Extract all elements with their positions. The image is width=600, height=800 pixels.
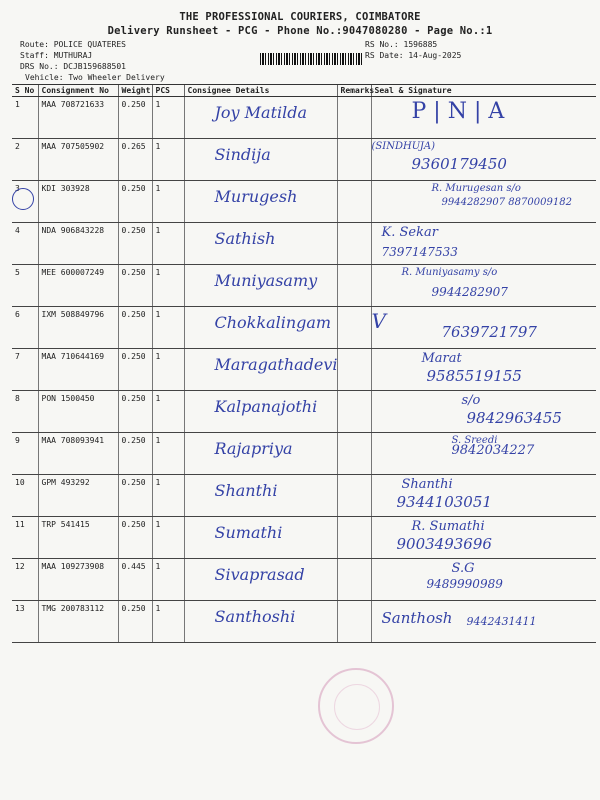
consignee-cell [184,181,337,223]
signature-cell [371,265,596,307]
sno-cell: 4 [12,223,38,265]
consignee-cell [184,307,337,349]
rs-date: RS Date: 14-Aug-2025 [365,51,462,60]
consignment-cell: MEE 600007249 [38,265,118,307]
consignment-cell: MAA 708093941 [38,433,118,475]
weight-cell: 0.250 [118,223,152,265]
remarks-cell [337,97,371,139]
weight-cell: 0.250 [118,391,152,433]
handwritten-signature: s/o [461,393,481,408]
signature-cell [371,433,596,475]
sno-cell: 9 [12,433,38,475]
table-row [12,265,596,307]
signature-cell [371,223,596,265]
handwritten-signature: Marat [421,351,462,366]
signature-cell [371,475,596,517]
remarks-cell [337,349,371,391]
handwritten-phone: 9489990989 [426,577,503,591]
consignee-cell [184,139,337,181]
handwritten-phone: 9842034227 [451,443,535,458]
route-label: Route: POLICE QUATERES [20,40,126,49]
handwritten-phone: 7397147533 [381,245,458,259]
company-title: THE PROFESSIONAL COURIERS, COIMBATORE [179,11,421,23]
handwritten-signature: R. Muniyasamy s/o [401,267,498,278]
header-pcs: PCS [152,85,184,97]
consignment-cell: NDA 906843228 [38,223,118,265]
weight-cell: 0.250 [118,97,152,139]
table-row [12,349,596,391]
remarks-cell [337,517,371,559]
pcs-cell: 1 [152,559,184,601]
seal-stamp-inner [334,684,380,730]
remarks-cell [337,139,371,181]
header-weight: Weight [118,85,152,97]
handwritten-name: Kalpanajothi [214,397,318,416]
table-row [12,559,596,601]
pcs-cell: 1 [152,433,184,475]
handwritten-name: Sindija [214,145,271,164]
consignment-cell: TMG 200783112 [38,601,118,643]
pcs-cell: 1 [152,307,184,349]
pcs-cell: 1 [152,349,184,391]
consignee-cell [184,265,337,307]
consignment-cell: PON 1500450 [38,391,118,433]
pcs-cell: 1 [152,181,184,223]
handwritten-signature: P | N | A [411,99,505,124]
runsheet-subtitle: Delivery Runsheet - PCG - Phone No.:9047080280 - Page No.:1 [107,25,493,37]
handwritten-phone: 9944282907 8870009182 [441,197,572,208]
handwritten-signature: S. Sreedi [451,435,498,446]
runsheet-table [12,84,596,643]
remarks-cell [337,223,371,265]
signature-cell [371,517,596,559]
handwritten-signature: V [371,309,386,333]
handwritten-phone: 9842963455 [466,409,562,427]
consignee-cell [184,517,337,559]
consignee-cell [184,349,337,391]
weight-cell: 0.250 [118,517,152,559]
handwritten-phone: 9003493696 [396,535,492,553]
pcs-cell: 1 [152,223,184,265]
signature-cell [371,181,596,223]
handwritten-name: Sathish [214,229,276,248]
remarks-cell [337,433,371,475]
weight-cell: 0.250 [118,349,152,391]
sno-cell: 7 [12,349,38,391]
table-row [12,223,596,265]
table-row [12,433,596,475]
consignment-cell: MAA 710644169 [38,349,118,391]
handwritten-phone: 9360179450 [411,155,507,173]
weight-cell: 0.250 [118,433,152,475]
weight-cell: 0.265 [118,139,152,181]
sno-cell: 8 [12,391,38,433]
weight-cell: 0.445 [118,559,152,601]
weight-cell: 0.250 [118,601,152,643]
handwritten-signature: R. Sumathi [411,519,485,534]
consignment-cell: MAA 708721633 [38,97,118,139]
consignee-cell [184,391,337,433]
rs-number: RS No.: 1596885 [365,40,438,49]
signature-cell [371,601,596,643]
handwritten-name: Sivaprasad [214,565,305,584]
consignment-cell: MAA 109273908 [38,559,118,601]
sno-cell: 11 [12,517,38,559]
pcs-cell: 1 [152,391,184,433]
handwritten-signature: (SINDHUJA) [371,141,435,152]
handwritten-phone: 9585519155 [426,367,522,385]
table-row [12,307,596,349]
weight-cell: 0.250 [118,475,152,517]
remarks-cell [337,265,371,307]
table-header-row [12,85,596,97]
consignment-cell: TRP 541415 [38,517,118,559]
handwritten-name: Muniyasamy [214,271,318,290]
consignment-cell: IXM 508849796 [38,307,118,349]
handwritten-phone: 9442431411 [466,615,537,628]
handwritten-name: Joy Matilda [214,103,308,122]
handwritten-signature: Shanthi [401,477,453,492]
pcs-cell: 1 [152,97,184,139]
consignment-cell: KDI 303928 [38,181,118,223]
table-row [12,475,596,517]
table-row [12,181,596,223]
sno-cell: 5 [12,265,38,307]
consignee-cell [184,97,337,139]
handwritten-name: Santhoshi [214,607,296,626]
sno-cell: 6 [12,307,38,349]
vehicle-label: Vehicle: Two Wheeler Delivery [25,73,165,82]
header-consignee: Consignee Details [184,85,337,97]
table-row [12,517,596,559]
signature-cell [371,391,596,433]
table-row [12,97,596,139]
consignee-cell [184,433,337,475]
checkmark-icon [12,188,34,210]
consignee-cell [184,475,337,517]
handwritten-name: Maragathadevi [214,355,338,374]
remarks-cell [337,475,371,517]
remarks-cell [337,391,371,433]
table-row [12,139,596,181]
sno-cell: 13 [12,601,38,643]
handwritten-signature: Santhosh [381,609,453,627]
consignment-cell: MAA 707505902 [38,139,118,181]
pcs-cell: 1 [152,517,184,559]
pcs-cell: 1 [152,265,184,307]
header-sno: S No [12,85,38,97]
remarks-cell [337,559,371,601]
pcs-cell: 1 [152,601,184,643]
sno-cell: 2 [12,139,38,181]
sno-cell: 10 [12,475,38,517]
handwritten-signature: R. Murugesan s/o [431,183,521,194]
remarks-cell [337,307,371,349]
handwritten-phone: 7639721797 [441,323,537,341]
handwritten-name: Murugesh [214,187,298,206]
consignee-cell [184,223,337,265]
signature-cell [371,349,596,391]
consignee-cell [184,601,337,643]
handwritten-phone: 9944282907 [431,285,508,299]
weight-cell: 0.250 [118,181,152,223]
signature-cell [371,307,596,349]
signature-cell [371,139,596,181]
sno-cell: 3 [12,181,38,223]
sno-cell: 1 [12,97,38,139]
header-consignment: Consignment No [38,85,118,97]
weight-cell: 0.250 [118,307,152,349]
handwritten-name: Shanthi [214,481,278,500]
pcs-cell: 1 [152,139,184,181]
drs-barcode [260,53,362,65]
weight-cell: 0.250 [118,265,152,307]
table-row [12,391,596,433]
handwritten-name: Chokkalingam [214,313,332,332]
handwritten-name: Sumathi [214,523,283,542]
pcs-cell: 1 [152,475,184,517]
handwritten-name: Rajapriya [214,439,293,458]
handwritten-signature: K. Sekar [381,225,438,240]
drs-label: DRS No.: DCJB159688501 [20,62,126,71]
header-signature: Seal & Signature [371,85,596,97]
handwritten-phone: 9344103051 [396,493,492,511]
staff-label: Staff: MUTHURAJ [20,51,93,60]
consignee-cell [184,559,337,601]
sno-cell: 12 [12,559,38,601]
table-row [12,601,596,643]
consignment-cell: GPM 493292 [38,475,118,517]
signature-cell [371,559,596,601]
header-remarks: Remarks [337,85,371,97]
remarks-cell [337,181,371,223]
signature-cell [371,97,596,139]
handwritten-signature: S.G [451,561,475,576]
remarks-cell [337,601,371,643]
seal-stamp [318,668,394,744]
